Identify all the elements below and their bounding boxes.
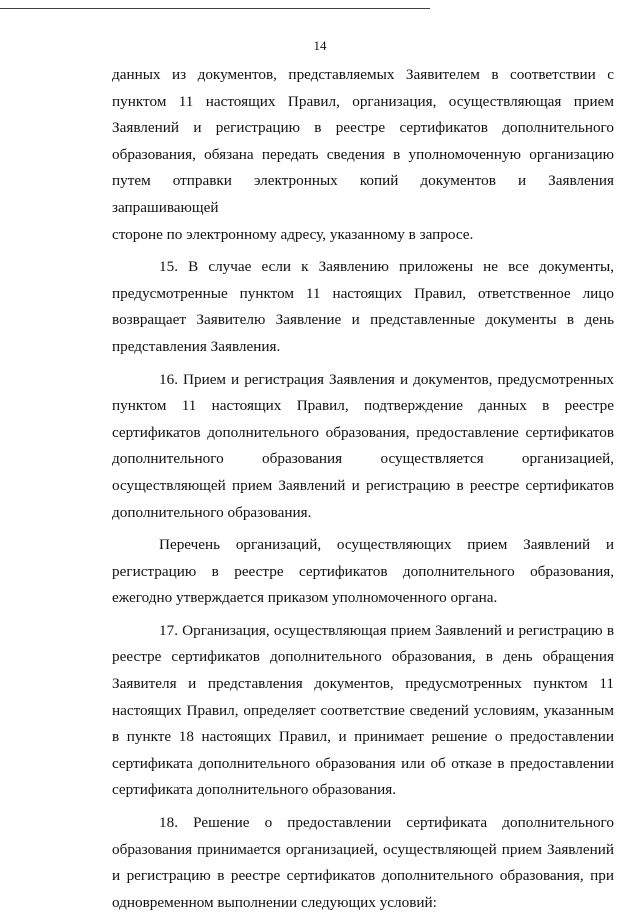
paragraph-line: Заявлений и регистрацию в реестре сертификатов дополнительного xyxy=(112,119,614,137)
paragraph-line: 16. Прием и регистрация Заявления и документов, предусмотренных xyxy=(159,370,614,388)
document-body xyxy=(112,62,614,916)
paragraph-line: Заявителя и представления документов, предусмотренных пунктом 11 xyxy=(112,675,614,693)
page-number: 14 xyxy=(313,38,327,53)
paragraph-line: 18. Решение о предоставлении сертификата дополнительного xyxy=(159,814,614,832)
paragraph-line: сертификата дополнительного образования. xyxy=(112,781,397,799)
paragraph-line: одновременном выполнении следующих условий: xyxy=(112,893,437,911)
paragraph-line: регистрацию в реестре сертификатов дополнительного образования, xyxy=(112,562,614,580)
top-rule xyxy=(0,8,430,9)
paragraph-line: реестре сертификатов дополнительного образования, в день обращения xyxy=(112,648,614,666)
paragraph-line: представления Заявления. xyxy=(112,337,281,355)
paragraph-line: возвращает Заявителю Заявление и представленные документы в день xyxy=(112,311,614,329)
paragraph-line: и регистрацию в реестре сертификатов дополнительного образования, при xyxy=(112,867,614,885)
paragraph-line: предусмотренные пунктом 11 настоящих Правил, ответственное лицо xyxy=(112,284,614,302)
paragraph-line: образования принимается организацией, осуществляющей прием Заявлений xyxy=(112,840,614,858)
paragraph-line: образования, обязана передать сведения в уполномоченную организацию xyxy=(112,145,614,163)
paragraph-line: данных из документов, представляемых Заявителем в соответствии с xyxy=(112,66,614,83)
paragraph-line: пунктом 11 настоящих Правил, организация, осуществляющая прием xyxy=(112,92,614,110)
paragraph-line: дополнительного образования осуществляется организацией, xyxy=(112,450,614,468)
paragraph-line: настоящих Правил, определяет соответствие сведений условиям, указанным xyxy=(112,701,614,719)
paragraph-line: стороне по электронному адресу, указанному в запросе. xyxy=(112,225,474,243)
paragraph-line: сертификатов дополнительного образования, предоставление сертификатов xyxy=(112,423,614,441)
paragraph-line: в пункте 18 настоящих Правил, и принимает решение о предоставлении xyxy=(112,728,614,746)
paragraph-line: осуществляющей прием Заявлений и регистрацию в реестре сертификатов xyxy=(112,476,614,494)
paragraph-line: 15. В случае если к Заявлению приложены не все документы, xyxy=(159,258,614,276)
paragraph-line: пунктом 11 настоящих Правил, подтверждение данных в реестре xyxy=(112,397,614,415)
paragraph-line: сертификата дополнительного образования или об отказе в предоставлении xyxy=(112,754,614,772)
paragraph-line: 17. Организация, осуществляющая прием Заявлений и регистрацию в xyxy=(159,621,614,639)
paragraph-line: дополнительного образования. xyxy=(112,503,312,521)
paragraph-line: Перечень организаций, осуществляющих прием Заявлений и xyxy=(159,536,614,554)
paragraph-line: ежегодно утверждается приказом уполномоченного органа. xyxy=(112,589,498,607)
paragraph-line: путем отправки электронных копий документов и Заявления запрашивающей xyxy=(112,172,614,216)
